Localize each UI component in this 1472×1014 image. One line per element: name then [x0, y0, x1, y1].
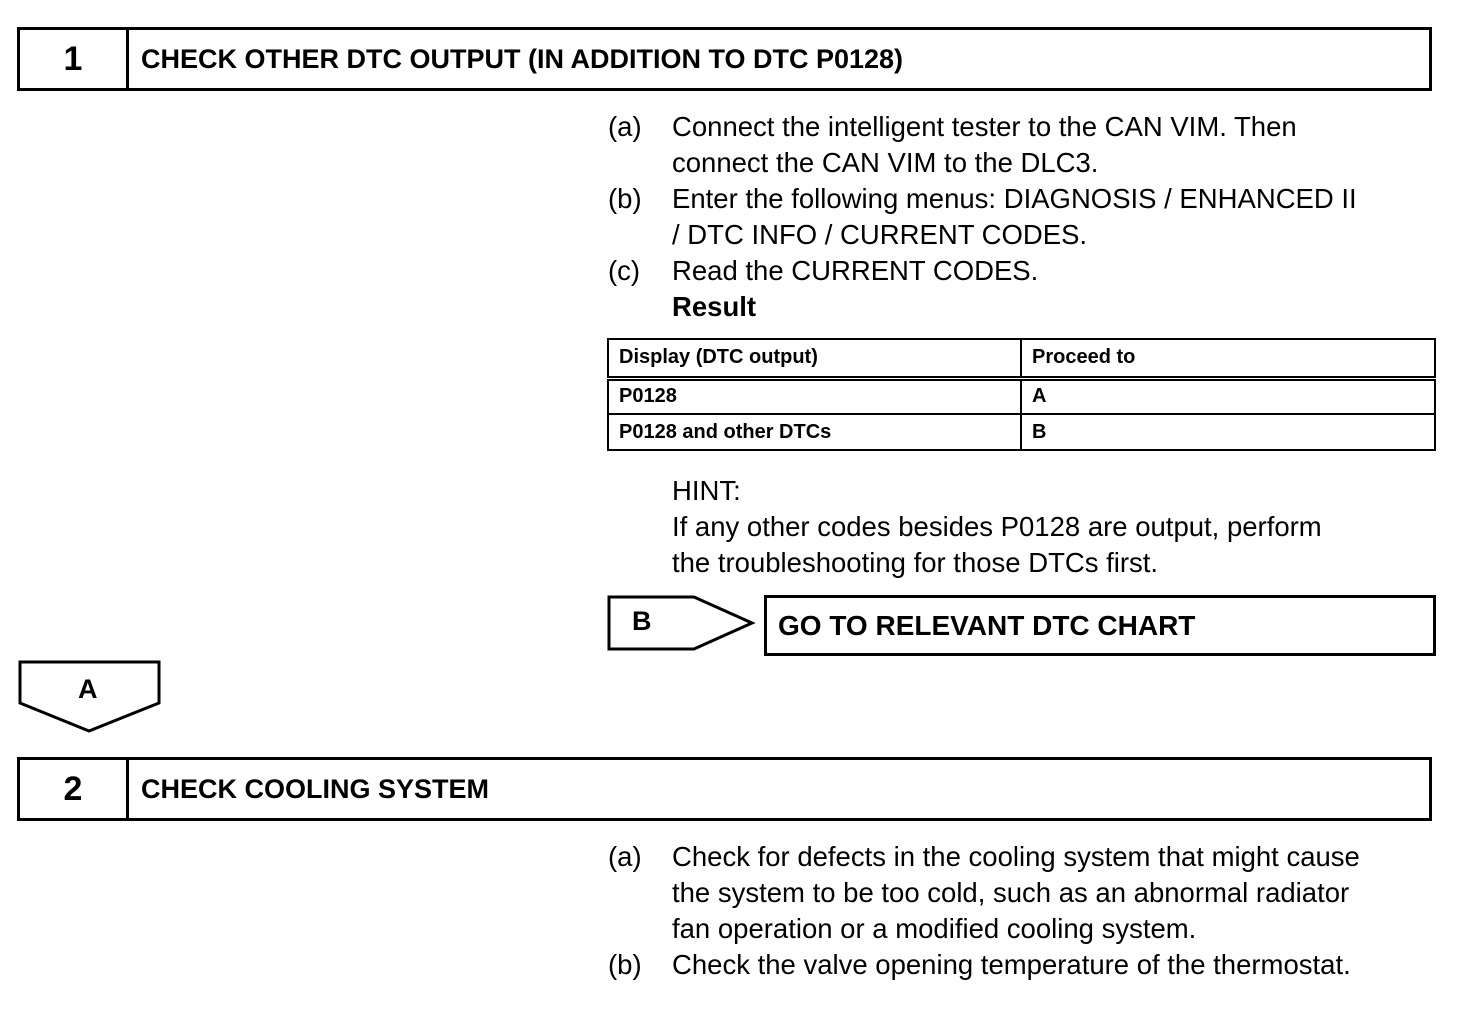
- item-label: (c): [608, 255, 641, 286]
- item-line: / DTC INFO / CURRENT CODES.: [672, 219, 1088, 250]
- item-line: connect the CAN VIM to the DLC3.: [672, 147, 1099, 178]
- table-header-row: [608, 339, 1435, 378]
- result-label: Result: [672, 291, 757, 322]
- table-row: [608, 378, 1435, 414]
- item-line: fan operation or a modified cooling system.: [672, 913, 1197, 944]
- table-cell: P0128: [608, 378, 1021, 414]
- step-2-item-a: [608, 839, 1438, 947]
- item-text: [672, 253, 1438, 289]
- table-cell: A: [1021, 378, 1435, 414]
- step-2-item-b: [608, 947, 1438, 983]
- item-label: (b): [608, 949, 642, 980]
- item-line: Check for defects in the cooling system that might cause: [672, 841, 1360, 872]
- item-line: Check the valve opening temperature of the thermostat.: [672, 949, 1351, 980]
- step-2-number: 2: [20, 760, 129, 818]
- item-text: [672, 839, 1438, 947]
- branch-a-label: A: [78, 674, 98, 704]
- hint-line: the troubleshooting for those DTCs first.: [672, 547, 1159, 578]
- step-1-item-a: [608, 109, 1438, 181]
- item-text: [672, 109, 1438, 181]
- step-1-number: 1: [20, 30, 129, 88]
- step-1-instructions: [608, 109, 1438, 325]
- step-1-item-b: [608, 181, 1438, 253]
- item-line: Enter the following menus: DIAGNOSIS / ENHANCED II: [672, 183, 1357, 214]
- hint-label: HINT:: [672, 475, 741, 506]
- table-cell: P0128 and other DTCs: [608, 414, 1021, 450]
- hint-text: [608, 509, 1438, 581]
- item-label: (b): [608, 183, 642, 214]
- item-label: (a): [608, 111, 642, 142]
- item-text: [672, 947, 1438, 983]
- hint-block: [608, 473, 1438, 581]
- step-2-title: CHECK COOLING SYSTEM: [141, 773, 490, 804]
- branch-b-arrow-icon: [606, 594, 758, 654]
- step-2-instructions: [608, 839, 1438, 983]
- table-row: [608, 414, 1435, 450]
- step-1-header: [17, 27, 1432, 91]
- go-to-dtc-chart-box: [764, 595, 1436, 656]
- item-label: (a): [608, 841, 642, 872]
- step-1-item-c: [608, 253, 1438, 289]
- item-line: Connect the intelligent tester to the CAN VIM. Then: [672, 111, 1297, 142]
- result-table: [607, 338, 1436, 451]
- item-text: [672, 181, 1438, 253]
- step-2-header: [17, 757, 1432, 821]
- go-to-dtc-chart-text: GO TO RELEVANT DTC CHART: [778, 609, 1196, 641]
- hint-line: If any other codes besides P0128 are output, perform: [672, 511, 1322, 542]
- step-1-title: CHECK OTHER DTC OUTPUT (IN ADDITION TO DTC P0128): [141, 43, 904, 74]
- table-header-cell: Proceed to: [1021, 339, 1435, 378]
- item-line: Read the CURRENT CODES.: [672, 255, 1039, 286]
- branch-b-label: B: [632, 606, 652, 636]
- table-cell: B: [1021, 414, 1435, 450]
- table-header-cell: Display (DTC output): [608, 339, 1021, 378]
- item-line: the system to be too cold, such as an abnormal radiator: [672, 877, 1350, 908]
